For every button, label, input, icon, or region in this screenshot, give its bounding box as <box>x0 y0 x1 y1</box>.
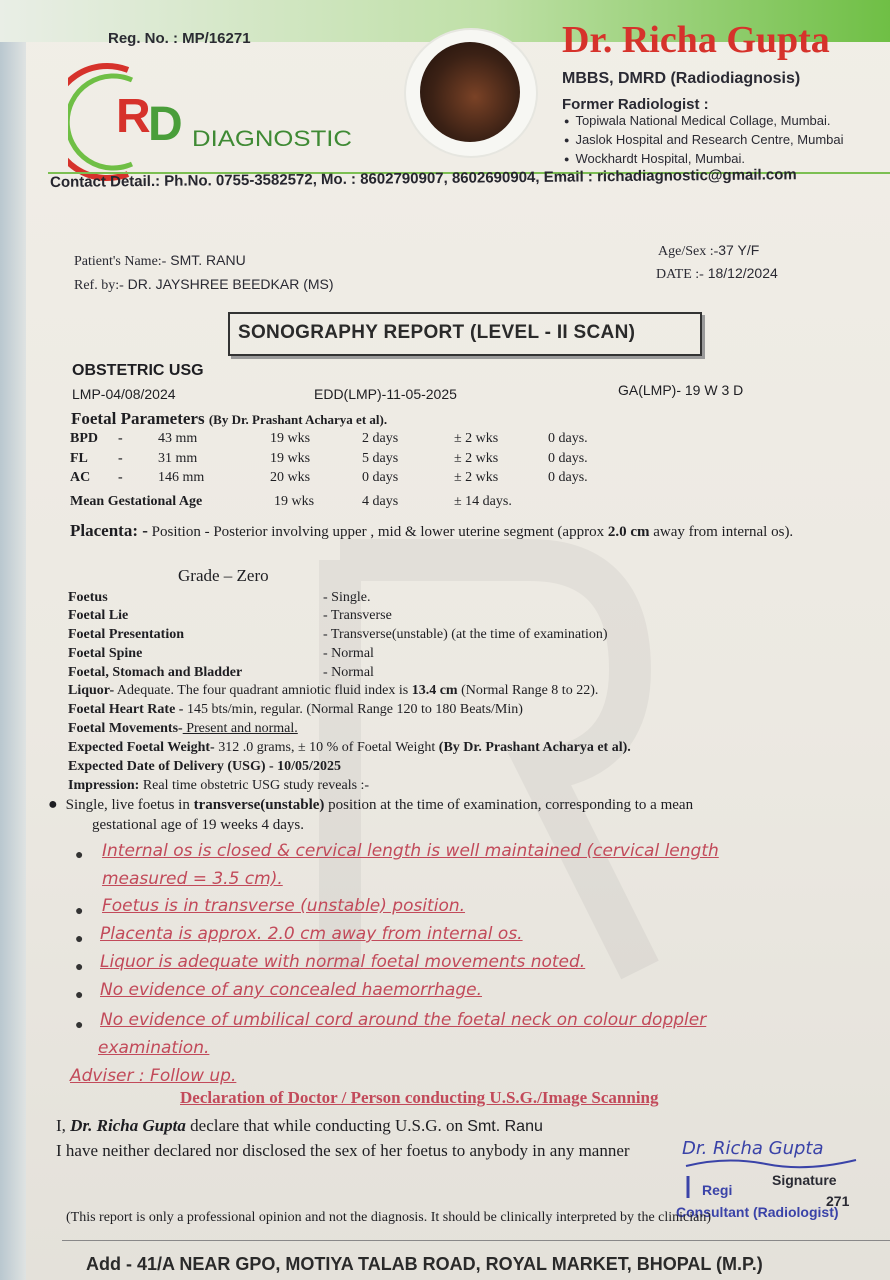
edd-lmp: EDD(LMP)-11-05-2025 <box>314 386 457 402</box>
handwritten-note: Placenta is approx. 2.0 cm away from internal os. <box>100 924 523 944</box>
liquor-line: Liquor- Adequate. The four quadrant amniotic fluid index is 13.4 cm (Normal Range 8 to 22). <box>68 683 599 698</box>
finding-row: Foetal Spine - Normal <box>68 646 374 661</box>
svg-text:Dr. Richa Gupta: Dr. Richa Gupta <box>682 1138 824 1159</box>
lmp-date: LMP-04/08/2024 <box>72 386 176 402</box>
report-date: 18/12/2024 <box>707 265 778 281</box>
impression-summary-cont: gestational age of 19 weeks 4 days. <box>92 817 305 833</box>
parameter-size: 31 mm <box>158 451 198 466</box>
patient-name-label: Patient's Name:- <box>74 254 167 269</box>
doctor-qualification: MBBS, DMRD (Radiodiagnosis) <box>562 70 801 87</box>
former-radiologist-label: Former Radiologist : <box>562 96 709 113</box>
placenta-description: Placenta: - Position - Posterior involving upper , mid & lower uterine segment (approx 2.0 cm away from internal os). <box>70 521 794 540</box>
doctor-photo <box>406 30 536 156</box>
parameter-size: 146 mm <box>158 470 205 485</box>
heart-rate-line: Foetal Heart Rate - 145 bts/min, regular. (Normal Range 120 to 180 Beats/Min) <box>68 702 523 717</box>
svg-text:271: 271 <box>826 1193 850 1209</box>
bullet: ● <box>75 932 84 947</box>
foetal-weight-line: Expected Foetal Weight- 312 .0 grams, ± 10 % of Foetal Weight (By Dr. Prashant Acharya et al). <box>68 740 631 755</box>
handwritten-note: examination. <box>98 1038 210 1058</box>
obstetric-heading: OBSTETRIC USG <box>72 362 204 379</box>
table-row: BPD - 43 mm 19 wks 2 days ± 2 wks 0 days. <box>70 431 588 446</box>
placenta-grade: Grade – Zero <box>178 566 269 585</box>
hospital-list <box>564 112 844 169</box>
movements-line: Foetal Movements- Present and normal. <box>68 721 298 736</box>
disclaimer-note: (This report is only a professional opinion and not the diagnosis. It should be clinically interpreted by the clinician) <box>66 1210 712 1225</box>
handwritten-note: No evidence of umbilical cord around the foetal neck on colour doppler <box>100 1010 707 1030</box>
declaration-line: I, Dr. Richa Gupta declare that while conducting U.S.G. on Smt. Ranu <box>56 1116 543 1135</box>
doctor-name: Dr. Richa Gupta <box>562 19 830 61</box>
gestational-age-lmp: GA(LMP)- 19 W 3 D <box>618 382 744 398</box>
impression-line: Impression: Real time obstetric USG study reveals :- <box>68 778 370 793</box>
referred-by: DR. JAYSHREE BEEDKAR (MS) <box>127 276 334 292</box>
handwritten-note: measured = 3.5 cm). <box>102 869 283 889</box>
handwritten-note: Foetus is in transverse (unstable) position. <box>102 896 466 916</box>
table-row: FL - 31 mm 19 wks 5 days ± 2 wks 0 days. <box>70 451 588 466</box>
bullet: ● <box>75 988 84 1003</box>
table-row: AC - 146 mm 20 wks 0 days ± 2 wks 0 days. <box>70 470 588 485</box>
bullet: ● <box>75 960 84 975</box>
footer-divider <box>62 1240 890 1241</box>
referred-by-row <box>74 276 334 294</box>
impression-summary: ● Single, live foetus in transverse(unstable) position at the time of examination, corresponding to a mean <box>48 796 694 813</box>
parameter-size: 43 mm <box>158 431 198 446</box>
finding-row: Foetal Lie - Transverse <box>68 608 392 623</box>
foetal-parameters-heading: Foetal Parameters (By Dr. Prashant Acharya et al). <box>71 409 388 428</box>
edd-usg-line: Expected Date of Delivery (USG) - 10/05/2025 <box>68 759 341 774</box>
bullet: ● <box>75 904 84 919</box>
age-sex-row <box>658 242 759 260</box>
footer-address: Add - 41/A NEAR GPO, MOTIYA TALAB ROAD, ROYAL MARKET, BHOPAL (M.P.) <box>86 1254 763 1274</box>
logo-wordmark: DIAGNOSTIC <box>192 126 353 151</box>
report-date-row <box>656 265 778 283</box>
rd-diagnostic-logo <box>68 62 368 182</box>
paper-edge <box>0 0 26 1280</box>
handwritten-note: Internal os is closed & cervical length is well maintained (cervical length <box>102 841 719 861</box>
finding-row: Foetus - Single. <box>68 590 371 605</box>
report-date-label: DATE :- <box>656 267 704 282</box>
handwritten-note: No evidence of any concealed haemorrhage. <box>100 980 483 1000</box>
finding-row: Foetal, Stomach and Bladder - Normal <box>68 665 374 680</box>
doctor-signature: Dr. Richa Gupta 271 Signature Regi Consultant (Radiologist) <box>676 1126 872 1236</box>
parameter-name: FL <box>70 451 88 466</box>
age-sex-label: Age/Sex :- <box>658 244 719 259</box>
patient-name: SMT. RANU <box>170 252 246 268</box>
svg-text:R: R <box>116 90 151 143</box>
report-title: SONOGRAPHY REPORT (LEVEL - II SCAN) <box>238 322 636 343</box>
mean-gestational-age-row: Mean Gestational Age 19 wks 4 days ± 14 days. <box>70 494 512 509</box>
svg-text:D: D <box>148 98 183 151</box>
report-title-box <box>228 312 702 356</box>
referred-by-label: Ref. by:- <box>74 278 124 293</box>
finding-row: Foetal Presentation - Transverse(unstable) (at the time of examination) <box>68 627 608 642</box>
hospital-item: ● Wockhardt Hospital, Mumbai. <box>564 150 844 169</box>
bullet: ● <box>75 848 84 863</box>
hospital-item: ● Topiwala National Medical Collage, Mumbai. <box>564 112 844 131</box>
registration-number: Reg. No. : MP/16271 <box>108 30 251 47</box>
parameter-name: AC <box>70 470 91 485</box>
patient-name-row <box>74 252 246 270</box>
age-sex: 37 Y/F <box>718 242 760 258</box>
adviser-note: Adviser : Follow up. <box>70 1066 237 1086</box>
contact-details: Contact Detail.: Ph.No. 0755-3582572, Mo. : 8602790907, 8602690904, Email : richadiagnostic@gmail.com <box>50 166 797 191</box>
hospital-item: ● Jaslok Hospital and Research Centre, Mumbai <box>564 131 844 150</box>
handwritten-note: Liquor is adequate with normal foetal movements noted. <box>100 952 586 972</box>
bullet: ● <box>75 1018 84 1033</box>
declaration-title: Declaration of Doctor / Person conducting U.S.G./Image Scanning <box>180 1088 659 1107</box>
declaration-line: I have neither declared nor disclosed the sex of her foetus to anybody in any manner <box>56 1141 630 1160</box>
parameter-name: BPD <box>70 431 98 446</box>
